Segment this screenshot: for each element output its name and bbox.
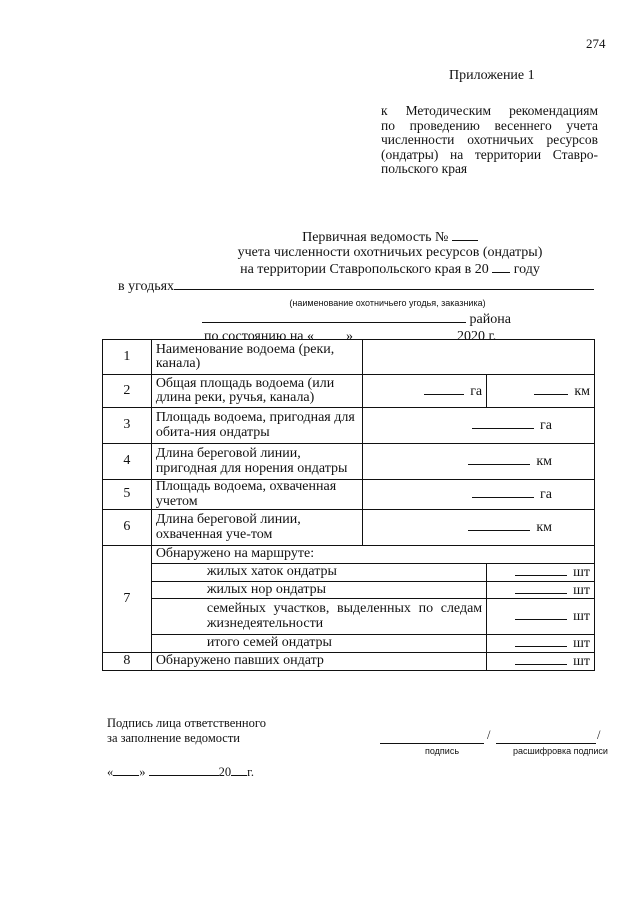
subrow-label: жилых хаток ондатры <box>151 564 486 582</box>
table-subrow <box>103 635 595 653</box>
header-line-2: учета численности охотничьих ресурсов (ондатры) <box>237 244 543 260</box>
header-line-1: Первичная ведомость № <box>100 228 620 246</box>
signature-decode-field[interactable] <box>496 732 596 744</box>
reference-line: (ондатры) на территории Ставро- <box>381 146 598 162</box>
table-row <box>103 480 595 510</box>
row-label: Длина береговой линии, охваченная уче-том <box>151 510 362 546</box>
subrow-label: итого семей ондатры <box>151 635 486 653</box>
table-row <box>103 375 595 408</box>
row-number: 7 <box>103 546 152 653</box>
table-row <box>103 340 595 375</box>
table-row <box>103 408 595 444</box>
table-row <box>103 546 595 564</box>
date-line: « » 20 г. <box>107 765 254 779</box>
survey-table <box>102 339 595 671</box>
value-cell[interactable]: га <box>362 480 594 510</box>
reference-line: по проведению весеннего учета <box>381 117 598 133</box>
signature-label-line-2: за заполнение ведомости <box>107 731 240 745</box>
row-label: Наименование водоема (реки, канала) <box>151 340 362 375</box>
lands-line: в угодьях <box>100 277 620 295</box>
signature-decode-caption: расшифровка подписи <box>513 746 608 756</box>
row-number: 5 <box>103 480 152 510</box>
district-line: района <box>100 310 620 328</box>
signature-label <box>107 716 266 746</box>
row-number: 8 <box>103 652 152 670</box>
row-label: Обнаружено на маршруте: <box>151 546 594 564</box>
page-number: 274 <box>586 36 606 51</box>
table-subrow <box>103 581 595 599</box>
value-cell[interactable]: шт <box>487 635 595 653</box>
row-label: Обнаружено павших ондатр <box>151 652 486 670</box>
table-row <box>103 444 595 480</box>
as-of-line: по состоянию на « » 2020 г. <box>204 329 497 344</box>
row-label: Общая площадь водоема (или длина реки, ручья, канала) <box>151 375 362 408</box>
row-number: 3 <box>103 408 152 444</box>
value-cell[interactable]: шт <box>487 652 595 670</box>
value-cell[interactable]: шт <box>487 581 595 599</box>
signature-label-line-1: Подпись лица ответственного <box>107 716 266 730</box>
value-cell[interactable]: км <box>487 375 595 408</box>
row-number: 1 <box>103 340 152 375</box>
value-cell[interactable]: шт <box>487 564 595 582</box>
reference-line: польского края <box>381 161 468 176</box>
subrow-label: жилых нор ондатры <box>151 581 486 599</box>
subrow-label: семейных участков, выделенных по следам жизнедеятельности <box>151 599 486 635</box>
table-subrow <box>103 564 595 582</box>
reference-line: численности охотничьих ресурсов <box>381 132 598 147</box>
signature-slash-end: / <box>597 728 601 742</box>
row-number: 4 <box>103 444 152 480</box>
signature-field[interactable] <box>380 732 484 744</box>
reference-line: к Методическим рекомендациям <box>381 103 598 118</box>
row-label: Площадь водоема, пригодная для обита-ния ондатры <box>151 408 362 444</box>
value-cell[interactable] <box>362 340 594 375</box>
row-label: Площадь водоема, охваченная учетом <box>151 480 362 510</box>
reference-block <box>381 104 598 177</box>
value-cell[interactable]: шт <box>487 599 595 635</box>
appendix-title: Приложение 1 <box>449 68 535 83</box>
value-cell[interactable]: га <box>362 408 594 444</box>
value-cell[interactable]: га <box>362 375 487 408</box>
value-cell[interactable]: км <box>362 510 594 546</box>
lands-caption: (наименование охотничьего угодья, заказника) <box>289 298 486 308</box>
table-subrow <box>103 599 595 635</box>
row-number: 2 <box>103 375 152 408</box>
row-label: Длина береговой линии, пригодная для норения ондатры <box>151 444 362 480</box>
table-row <box>103 652 595 670</box>
table-row <box>103 510 595 546</box>
signature-caption: подпись <box>425 746 460 756</box>
row-number: 6 <box>103 510 152 546</box>
header-line-3: на территории Ставропольского края в 20 году <box>240 262 540 277</box>
value-cell[interactable]: км <box>362 444 594 480</box>
signature-slash: / <box>487 728 491 742</box>
form-header <box>100 228 620 345</box>
